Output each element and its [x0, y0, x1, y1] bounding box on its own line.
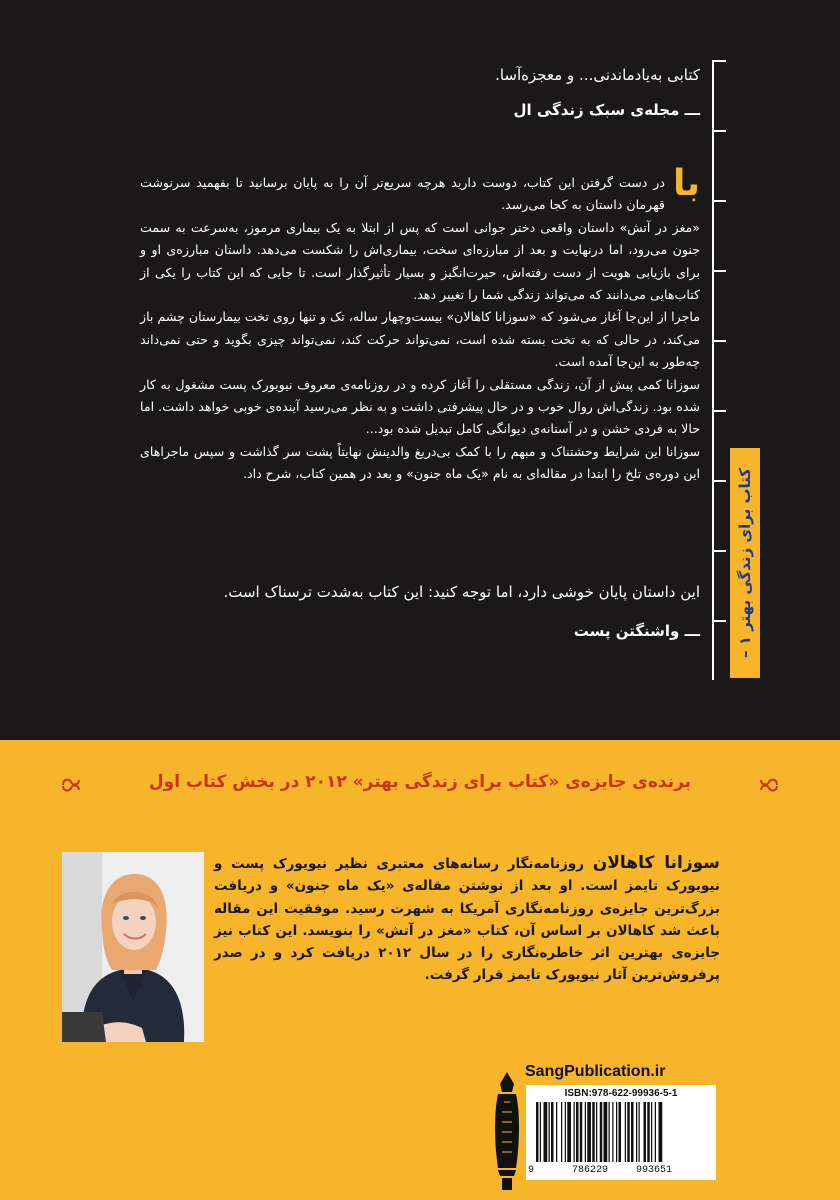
synopsis-paragraph: سوزانا کمی پیش از آن، زندگی مستقلی را آغاز کرده و در روزنامه‌ی معروف نیویورک پست مشغول به کار شده بود. زندگی‌اش روال خوب و در حال پیشرفتی داشت و به نظر می‌رسید آینده‌ی خوبی خواهد داشت. اما حالا به فردی خشن و در آستانه‌ی دیوانگی کامل تبدیل شده بود... [140, 376, 700, 437]
isbn-number: ISBN:978-622-99936-5-1 [564, 1088, 678, 1099]
barcode-bar [540, 1102, 541, 1162]
series-label-box [730, 448, 760, 678]
barcode-bar [592, 1102, 595, 1162]
barcode-digit-group: 786229 [572, 1165, 609, 1176]
barcode-bar [639, 1102, 640, 1162]
barcode-bar [600, 1102, 603, 1162]
synopsis [140, 163, 700, 486]
barcode-bar [561, 1102, 562, 1162]
barcode-bar [644, 1102, 647, 1162]
barcode-bars [534, 1102, 708, 1162]
barcode-bar [655, 1102, 656, 1162]
barcode-bar [625, 1102, 626, 1162]
author-name: سوزانا کاهالان [592, 853, 720, 873]
award-banner [60, 772, 780, 802]
scroll-ornament-icon [758, 774, 780, 796]
drop-cap: با [672, 163, 700, 204]
ruler-tick [714, 130, 726, 132]
series-ruler-line [712, 60, 714, 680]
award-text: برنده‌ی جایزه‌ی «کتاب برای زندگی بهتر» ۲۰۱۲ در بخش کتاب اول [148, 772, 692, 792]
isbn-barcode [526, 1085, 716, 1180]
synopsis-paragraph: سوزانا این شرایط وحشتناک و مبهم را با کمک بی‌دریغ والدینش نهایتاً پشت سر گذاشت و سپس ماجراهای این دوره‌ی تلخ را ابتدا در مقاله‌ای به نام «یک ماه جنون» و بعد در همین کتاب، شرح داد. [140, 443, 700, 482]
author-bio [214, 852, 720, 987]
barcode-bar [536, 1102, 539, 1162]
barcode-bar [609, 1102, 610, 1162]
ruler-tick [714, 620, 726, 622]
ruler-tick [714, 340, 726, 342]
barcode-bar [636, 1102, 637, 1162]
synopsis-paragraph: در دست گرفتن این کتاب، دوست دارید هرچه سریع‌تر آن را به پایان برسانید تا بفهمید سرنوشت قهرمان داستان به کجا می‌رسد. [140, 175, 665, 213]
barcode-bar [631, 1102, 634, 1162]
top-review-quote: کتابی به‌یادماندنی... و معجزه‌آسا. [495, 66, 700, 84]
top-review-attribution: ـــ مجله‌ی سبک زندگی ال [513, 101, 700, 119]
ruler-tick [714, 200, 726, 202]
barcode-bar [587, 1102, 591, 1162]
ruler-tick [714, 480, 726, 482]
barcode-bar [619, 1102, 622, 1162]
publisher-website: SangPublication.ir [525, 1063, 666, 1080]
barcode-digit-group: 9 [528, 1165, 535, 1176]
pen-nib-logo [490, 1072, 524, 1190]
barcode-bar [574, 1102, 575, 1162]
drip-edge [0, 680, 840, 760]
barcode-bar [659, 1102, 663, 1162]
barcode-digit-group: 993651 [636, 1165, 673, 1176]
barcode-bar [596, 1102, 597, 1162]
barcode-bar [576, 1102, 579, 1162]
barcode-bar [585, 1102, 586, 1162]
barcode-bar [556, 1102, 557, 1162]
barcode-bar [565, 1102, 566, 1162]
barcode-bar [612, 1102, 613, 1162]
bottom-review-quote: این داستان پایان خوشی دارد، اما توجه کنید: این کتاب به‌شدت ترسناک است. [223, 583, 700, 601]
barcode-bar [580, 1102, 583, 1162]
bottom-review-attribution: ـــ واشنگتن پست [573, 622, 700, 640]
barcode-bar [549, 1102, 550, 1162]
barcode-bar [651, 1102, 652, 1162]
barcode-bar [544, 1102, 548, 1162]
barcode-bar [647, 1102, 650, 1162]
barcode-bar [616, 1102, 617, 1162]
scroll-ornament-icon [60, 774, 82, 796]
synopsis-paragraph: «مغز در آتش» داستان واقعی دختر جوانی است که پس از ابتلا به یک بیماری مرموز، به‌سرعت به سمت جنون می‌رود، اما درنهایت و بعد از مبارزه‌ای سخت، بیماری‌اش را شکست می‌دهد. داستان مبارزه‌ی او و برای بازیابی هویت از دست رفته‌اش، حیرت‌انگیز و بسیار تأثیرگذار است. تا جایی که این کتاب را یکی از کتاب‌هایی می‌دانند که می‌تواند زندگی شما را تغییر دهد. [140, 219, 700, 303]
barcode-bar [551, 1102, 554, 1162]
ruler-tick [714, 270, 726, 272]
ruler-tick [714, 60, 726, 62]
barcode-bar [604, 1102, 608, 1162]
ruler-tick [714, 410, 726, 412]
barcode-bar [567, 1102, 571, 1162]
author-bio-text: روزنامه‌نگار رسانه‌های معتبری نظیر نیویورک پست و نیویورک تایمز است. او بعد از نوشتن مقاله‌ی «یک ماه جنون» و دریافت بزرگ‌ترین جایزه‌ی روزنامه‌نگاری آمریکا به شهرت رسید. موفقیت این مقاله باعث شد کاهالان بر اساس آن، کتاب «مغز در آتش» را بنویسد. این کتاب نیز جایزه‌ی بهترین اثر خاطره‌نگاری را در سال ۲۰۱۲ دریافت کرد و در صدر پرفروش‌ترین آثار نیویورک تایمز قرار گرفت. [214, 856, 720, 984]
author-photo [62, 852, 204, 1042]
barcode-bar [627, 1102, 630, 1162]
ruler-tick [714, 550, 726, 552]
series-label: کتاب برای زندگی بهتر ۱ – [736, 467, 754, 659]
synopsis-paragraph: ماجرا از این‌جا آغاز می‌شود که «سوزانا کاهالان» بیست‌وچهار ساله، تک و تنها روی تخت بیمارستان چشم باز می‌کند، در حالی که به تخت بسته شده است، نمی‌تواند حرکت کند، نمی‌تواند چیزی بگوید و حتی نمی‌داند چه‌طور به این‌جا آمده است. [140, 309, 700, 370]
